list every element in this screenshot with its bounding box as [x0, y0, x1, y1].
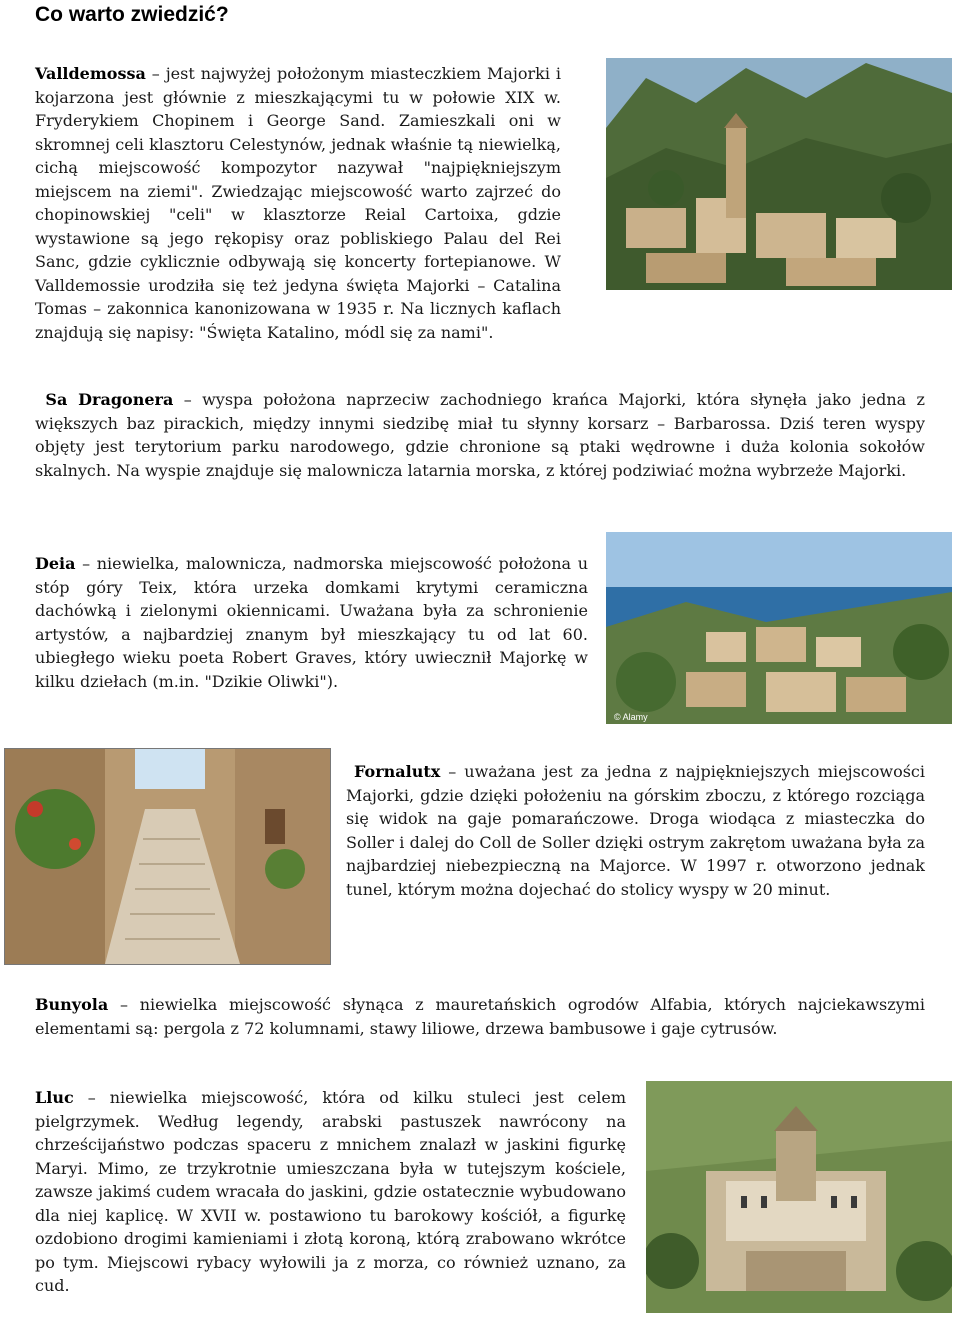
section-fornalutx-name: Fornalutx	[354, 762, 441, 781]
section-fornalutx	[346, 760, 925, 901]
section-bunyola-text: – niewielka miejscowość słynąca z mauretańskich ogrodów Alfabia, których najciekawszymi elementami są: pergola z 72 kolumnami, stawy liliowe, drzewa bambusowe i gaje cytrusów.	[35, 995, 925, 1038]
page-title: Co warto zwiedzić?	[35, 3, 229, 26]
section-fornalutx-text: – uważana jest za jedna z najpiękniejszych miejscowości Majorki, gdzie dzięki położeniu na górskim zboczu, z którego rozciąga się widok na gaje pomarańczowe. Droga wiodąca z miasteczka do Soller i dalej do Coll de Soller dzięki ostrym zakrętom uważana była za najbardziej niebezpieczną na Majorce. W 1997 r. otworzono jednak tunel, którym można dojechać do stolicy wyspy w 20 minut.	[346, 762, 925, 899]
section-sa-dragonera-text: – wyspa położona naprzeciw zachodniego krańca Majorki, która słynęła jako jedna z większych baz pirackich, między innymi siedzibę miał tu słynny korsarz – Barbarossa. Dziś teren wyspy objęty jest terytorium parku narodowego, gdzie chronione są ptaki wędrowne i duża kolonia sokołów skalnych. Na wyspie znajduje się malownicza latarnia morska, z której podziwiać można wybrzeże Majorki.	[35, 390, 925, 480]
section-bunyola-name: Bunyola	[35, 995, 109, 1014]
photo-watermark: © Alamy	[614, 712, 648, 722]
section-sa-dragonera	[35, 388, 925, 482]
section-valldemossa-text: – jest najwyżej położonym miasteczkiem Majorki i kojarzona jest głównie z mieszkającymi tu w połowie XIX w. Fryderykiem Chopinem i George Sand. Zamieszkali oni w skromnej celi klasztoru Celestynów, jednak właśnie tą niewielką, cichą miejscowość kompozytor nazywał "najpiękniejszym miejscem na ziemi". Zwiedzając miejscowość warto zajrzeć do chopinowskiej "celi" w klasztorze Reial Cartoixa, gdzie wystawione są jego rękopisy oraz pobliskiego Palau del Rei Sanc, gdzie cyklicznie odbywają się koncerty fortepianowe. W Valldemossie urodziła się też jedyna święta Majorki – Catalina Tomas – zakonnica kanonizowana w 1935 r. Na licznych kaflach znajdują się napisy: "Święta Katalino, módl się za nami".	[35, 64, 561, 342]
section-lluc	[35, 1086, 626, 1298]
section-deia-name: Deia	[35, 554, 76, 573]
section-bunyola	[35, 993, 925, 1040]
section-deia-text: – niewielka, malownicza, nadmorska miejscowość położona u stóp góry Teix, która urzeka domkami krytymi ceramiczna dachówką i zielonymi okiennicami. Uważana była za schronienie artystów, a najbardziej znanym był mieszkający tu od lat 60. ubiegłego wieku poeta Robert Graves, który uwiecznił Majorkę w kilku dziełach (m.in. "Dzikie Oliwki").	[35, 554, 588, 691]
photo-fornalutx	[4, 748, 331, 965]
photo-deia	[606, 532, 952, 724]
section-lluc-text: – niewielka miejscowość, która od kilku stuleci jest celem pielgrzymek. Według legendy, arabski pastuszek nawrócony na chrześcijaństwo podczas spaceru z mnichem znalazł w jaskini figurkę Maryi. Mimo, ze trzykrotnie umieszczana była w tutejszym kościele, zawsze jakimś cudem wracała do jaskini, gdzie ostatecznie wybudowano dla niej kaplicę. W XVII w. postawiono tu barokowy kościół, a figurkę ozdobiono drogimi kamieniami i złotą koroną, którą zrabowano wkrótce po tym. Miejscowi rybacy wyłowili ja z morza, co również uznano, za cud.	[35, 1088, 626, 1295]
section-valldemossa-name: Valldemossa	[35, 64, 146, 83]
section-sa-dragonera-name: Sa Dragonera	[45, 390, 174, 409]
photo-valldemossa	[606, 58, 952, 290]
section-deia	[35, 552, 588, 693]
photo-lluc	[646, 1081, 952, 1313]
section-lluc-name: Lluc	[35, 1088, 74, 1107]
